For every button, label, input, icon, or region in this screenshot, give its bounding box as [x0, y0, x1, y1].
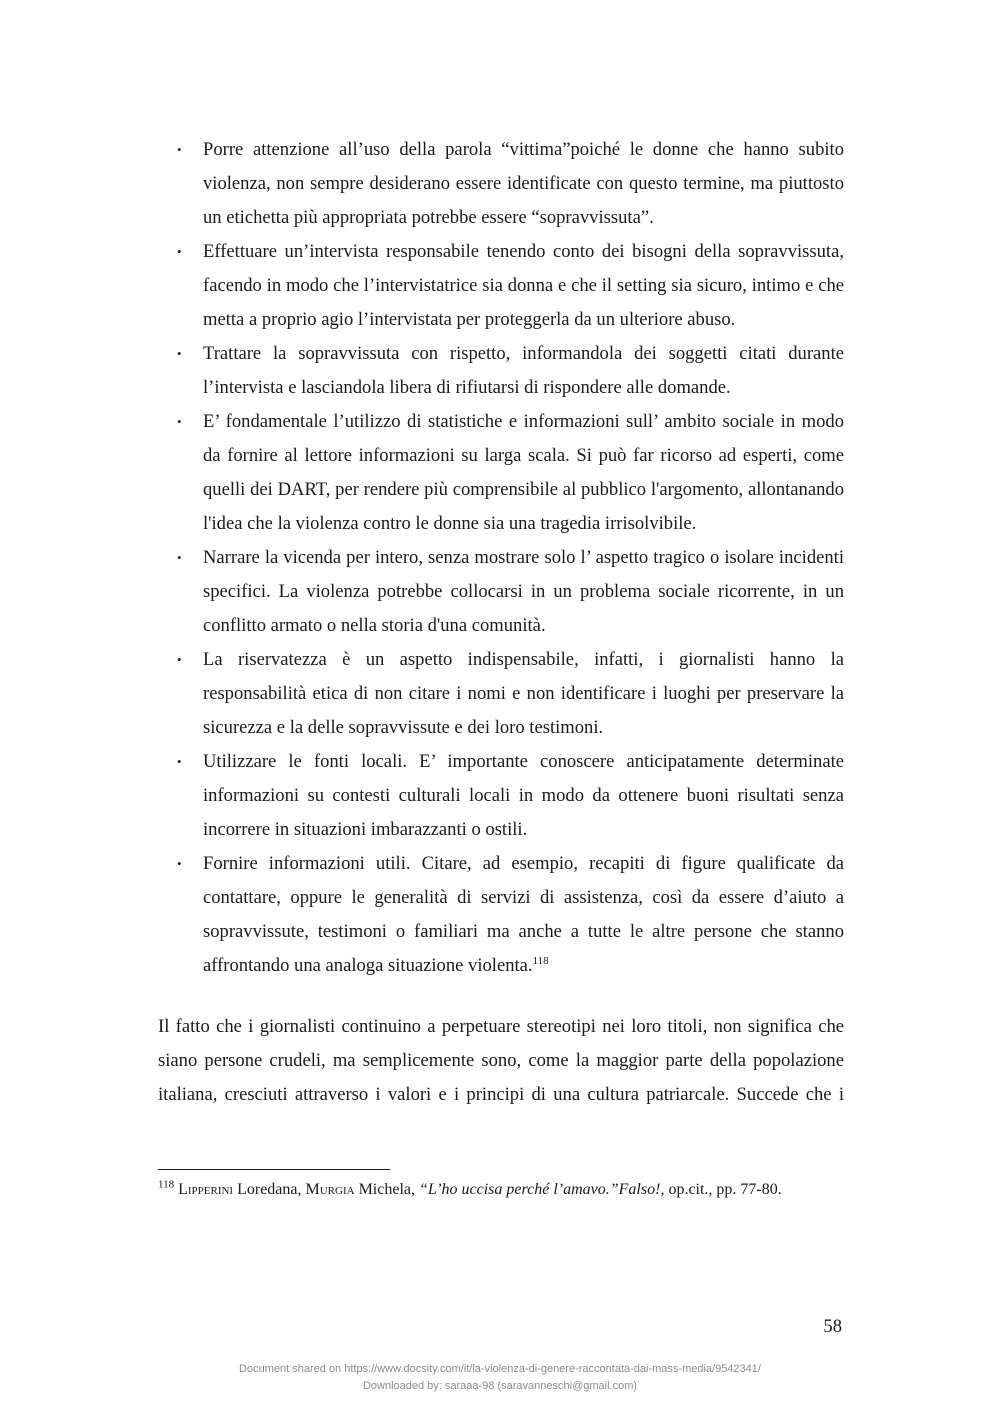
- list-item: [160, 337, 844, 405]
- footnote-author2-surname: Murgia: [305, 1181, 355, 1198]
- list-item-text: E’ fondamentale l’utilizzo di statistiche e informazioni sull’ ambito sociale in modo da fornire al lettore informazioni su larga scala. Si può far ricorso ad esperti, come quelli dei DART, per rendere più comprensibile al pubblico l'argomento, allontanando l'idea che la violenza contro le donne sia una tragedia irrisolvibile.: [203, 411, 844, 534]
- bullet-icon: •: [177, 652, 182, 667]
- footnote-reference[interactable]: 118: [532, 954, 549, 967]
- list-item: [160, 745, 844, 847]
- list-item: [160, 847, 844, 983]
- list-item: [160, 235, 844, 337]
- footnote-title: “L’ho uccisa perché l’amavo.”Falso!: [418, 1181, 661, 1198]
- list-item-text: Effettuare un’intervista responsabile tenendo conto dei bisogni della sopravvissuta, facendo in modo che l’intervistatrice sia donna e che il setting sia sicuro, intimo e che metta a proprio agio l’intervistata per proteggerla da un ulteriore abuso.: [203, 241, 844, 330]
- list-item-text: Trattare la sopravvissuta con rispetto, informandola dei soggetti citati durante l’intervista e lasciandola libera di rifiutarsi di rispondere alle domande.: [203, 343, 844, 398]
- footnote: [158, 1179, 844, 1201]
- list-item: [160, 643, 844, 745]
- list-item-text: Utilizzare le fonti locali. E’ importante conoscere anticipatamente determinate informazioni su contesti culturali locali in modo da ottenere buoni risultati senza incorrere in situazioni imbarazzanti o ostili.: [203, 751, 844, 840]
- footer-shared-link[interactable]: Document shared on https://www.docsity.com/it/la-violenza-di-genere-raccontata-dai-mass-media/9542341/: [239, 1363, 761, 1375]
- footnote-number: 118: [158, 1178, 175, 1191]
- list-item: [160, 133, 844, 235]
- footer-downloaded-by: Downloaded by: saraaa-98 (saravanneschi@gmail.com): [362, 1380, 638, 1392]
- footnote-author1-surname: Lipperini: [178, 1181, 234, 1198]
- bullet-icon: •: [177, 754, 182, 769]
- footnote-separator: [158, 1169, 390, 1170]
- bullet-icon: •: [177, 244, 182, 259]
- bullet-icon: •: [177, 856, 182, 871]
- footnote-author1-name: Loredana,: [233, 1181, 306, 1198]
- list-item: [160, 541, 844, 643]
- body-paragraph: Il fatto che i giornalisti continuino a perpetuare stereotipi nei loro titoli, non significa che siano persone crudeli, ma semplicemente sono, come la maggior parte della popolazione italiana, cresciuti attraverso i valori e i principi di una cultura patriarcale. Succede che i: [158, 1016, 844, 1105]
- list-item-text: Fornire informazioni utili. Citare, ad esempio, recapiti di figure qualificate da contattare, oppure le generalità di servizi di assistenza, così da essere d’aiuto a sopravvissute, testimoni o familiari ma anche a tutte le altre persone che stanno affrontando una analoga situazione violenta.: [203, 853, 844, 976]
- list-item-text: La riservatezza è un aspetto indispensabile, infatti, i giornalisti hanno la responsabilità etica di non citare i nomi e non identificare i luoghi per preservare la sicurezza e la delle sopravvissute e dei loro testimoni.: [203, 649, 844, 738]
- bullet-icon: •: [177, 142, 182, 157]
- page-number: 58: [823, 1316, 842, 1337]
- bullet-icon: •: [177, 550, 182, 565]
- bullet-icon: •: [177, 414, 182, 429]
- bullet-icon: •: [177, 346, 182, 361]
- list-item-text: Porre attenzione all’uso della parola “vittima”poiché le donne che hanno subito violenza, non sempre desiderano essere identificate con questo termine, ma piuttosto un etichetta più appropriata potrebbe essere “sopravvissuta”.: [203, 139, 844, 228]
- guidelines-list: [160, 133, 844, 983]
- list-item: [160, 405, 844, 541]
- footnote-rest: , op.cit., pp. 77-80.: [660, 1181, 782, 1198]
- list-item-text: Narrare la vicenda per intero, senza mostrare solo l’ aspetto tragico o isolare incidenti specifici. La violenza potrebbe collocarsi in un problema sociale ricorrente, in un conflitto armato o nella storia d'una comunità.: [203, 547, 844, 636]
- footnote-author2-name: Michela,: [354, 1181, 419, 1198]
